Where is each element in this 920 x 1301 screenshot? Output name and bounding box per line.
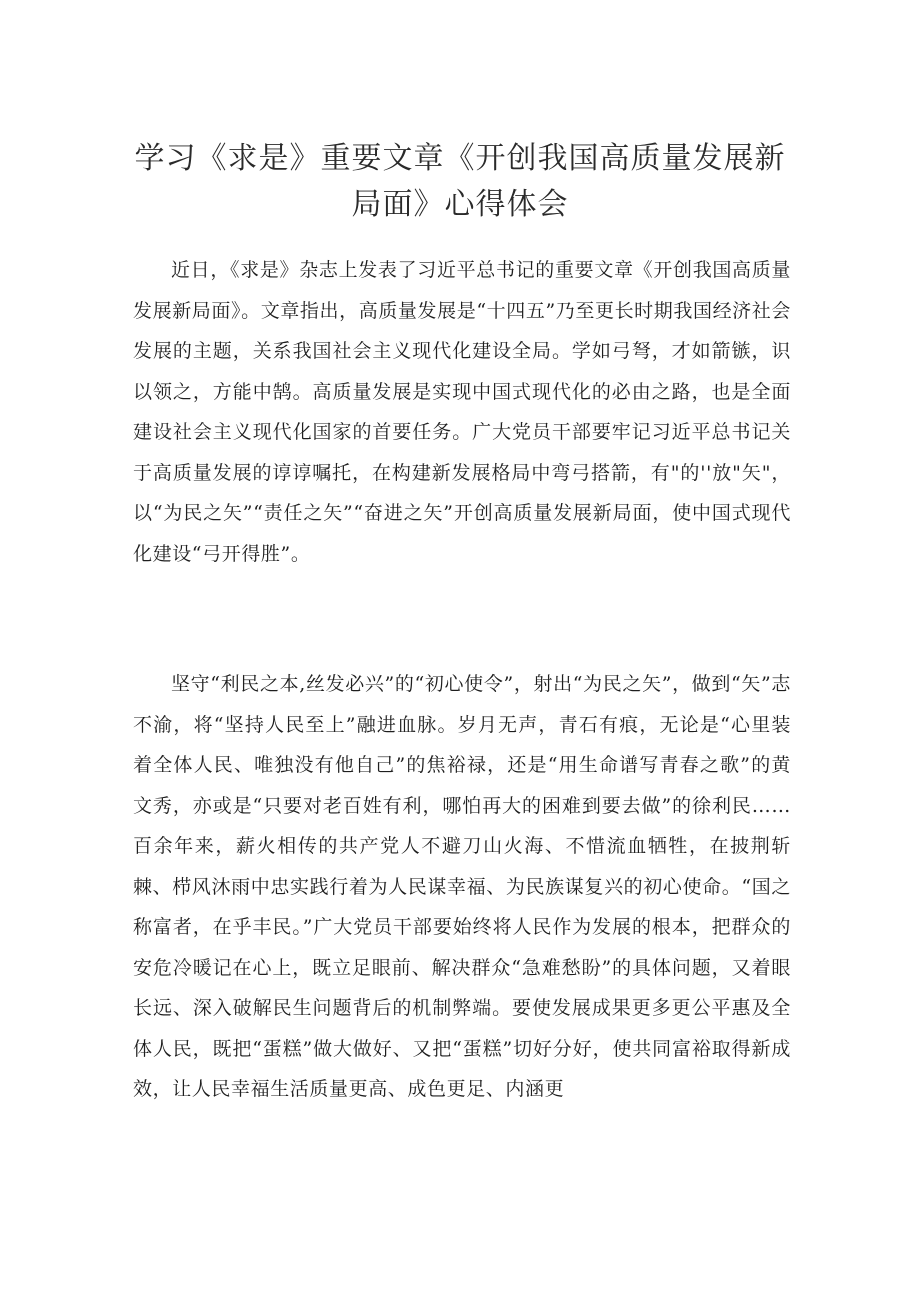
document-title: 学习《求是》重要文章《开创我国高质量发展新局面》心得体会 bbox=[134, 141, 786, 222]
paragraph-people-first: 坚守“利民之本,丝发必兴”的“初心使令”，射出“为民之矢”，做到“矢”志不渝，将“坚持人民至上”融进血脉。岁月无声，青石有痕，无论是“心里装着全体人民、唯独没有他自己”的焦裕禄，还是“用生命谱写青春之歌”的黄文秀，亦或是“只要对老百姓有利，哪怕再大的困难到要去做”的徐利民……百余年来，薪火相传的共产党人不避刀山火海、不惜流血牺牲，在披荆斩棘、栉风沐雨中忠实践行着为人民谋幸福、为民族谋复兴的初心使命。“国之称富者，在乎丰民。”广大党员干部要始终将人民作为发展的根本，把群众的安危冷暖记在心上，既立足眼前、解决群众“急难愁盼”的具体问题，又着眼长远、深入破解民生问题背后的机制弊端。要使发展成果更多更公平惠及全体人民，既把“蛋糕”做大做好、又把“蛋糕”切好分好，使共同富裕取得新成效，让人民幸福生活质量更高、成色更足、内涵更 bbox=[133, 673, 791, 1100]
paragraph-intro: 近日，《求是》杂志上发表了习近平总书记的重要文章《开创我国高质量发展新局面》。文章指出，高质量发展是“十四五”乃至更长时期我国经济社会发展的主题，关系我国社会主义现代化建设全局。学如弓弩，才如箭镞，识以领之，方能中鹄。高质量发展是实现中国式现代化的必由之路，也是全面建设社会主义现代化国家的首要任务。广大党员干部要牢记习近平总书记关于高质量发展的谆谆嘱托，在构建新发展格局中弯弓搭箭，有"的''放"矢"，以“为民之矢”“责任之矢”“奋进之矢”开创高质量发展新局面，使中国式现代化建设“弓开得胜”。 bbox=[133, 259, 791, 565]
